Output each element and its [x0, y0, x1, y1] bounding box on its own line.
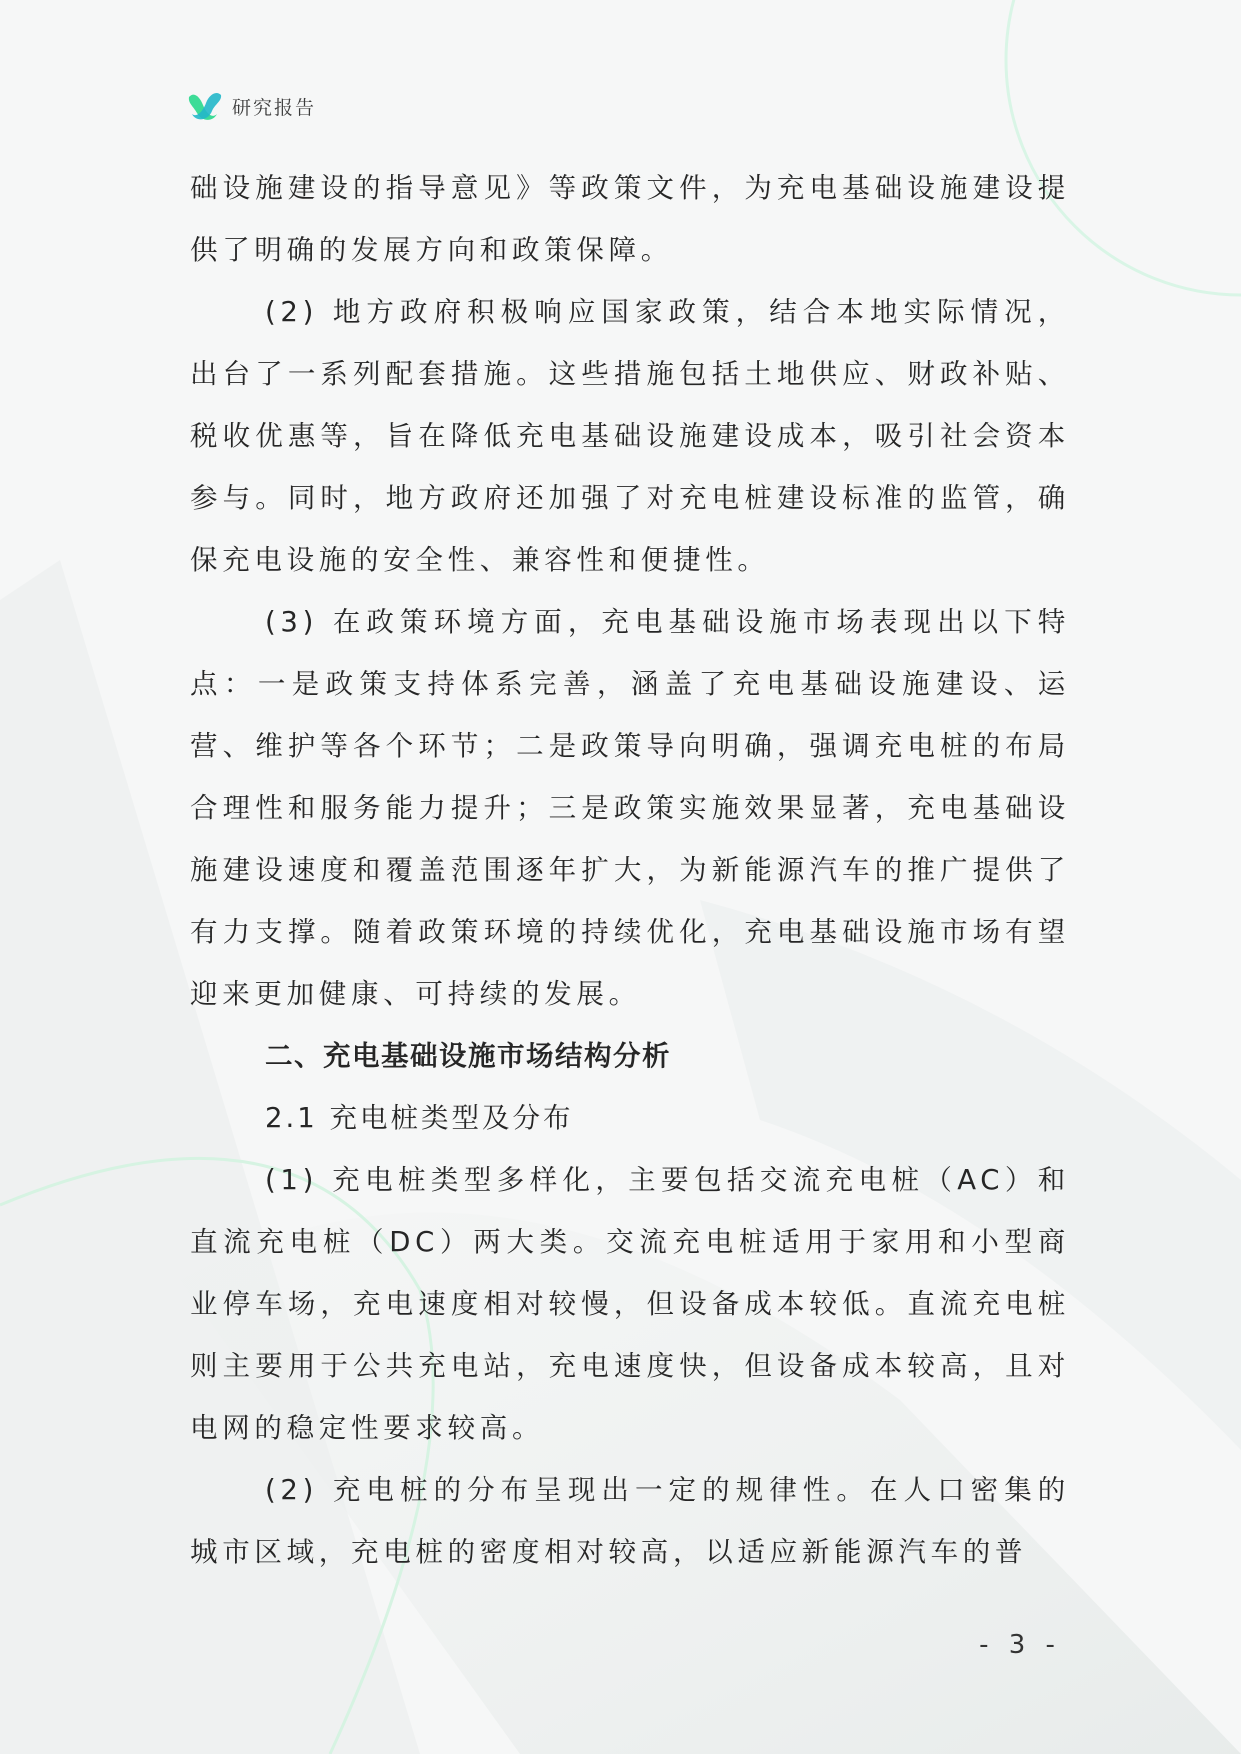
header: [186, 86, 316, 126]
paragraph: (1) 充电桩类型多样化，主要包括交流充电桩（AC）和直流充电桩（DC）两大类。交流充电桩适用于家用和小型商业停车场，充电速度相对较慢，但设备成本较低。直流充电桩则主要用于公共充电站，充电速度快，但设备成本较高，且对电网的稳定性要求较高。: [190, 1164, 1070, 1444]
report-logo-icon: [186, 89, 224, 123]
document-body: [190, 157, 1070, 1583]
header-title: 研究报告: [232, 96, 317, 119]
paragraph: (3) 在政策环境方面，充电基础设施市场表现出以下特点：一是政策支持体系完善，涵盖了充电基础设施建设、运营、维护等各个环节；二是政策导向明确，强调充电桩的布局合理性和服务能力提升；三是政策实施效果显著，充电基础设施建设速度和覆盖范围逐年扩大，为新能源汽车的推广提供了有力支撑。随着政策环境的持续优化，充电基础设施市场有望迎来更加健康、可持续的发展。: [190, 606, 1070, 1010]
paragraph: (2) 地方政府积极响应国家政策，结合本地实际情况，出台了一系列配套措施。这些措施包括土地供应、财政补贴、税收优惠等，旨在降低充电基础设施建设成本，吸引社会资本参与。同时，地方政府还加强了对充电桩建设标准的监管，确保充电设施的安全性、兼容性和便捷性。: [190, 296, 1070, 576]
paragraph: 础设施建设的指导意见》等政策文件，为充电基础设施建设提供了明确的发展方向和政策保障。: [190, 172, 1070, 266]
page-number: - 3 -: [979, 1630, 1061, 1660]
section-heading: 二、充电基础设施市场结构分析: [265, 1040, 671, 1072]
sub-heading: 2.1 充电桩类型及分布: [265, 1102, 574, 1134]
paragraph: (2) 充电桩的分布呈现出一定的规律性。在人口密集的城市区域，充电桩的密度相对较高，以适应新能源汽车的普: [190, 1474, 1070, 1568]
